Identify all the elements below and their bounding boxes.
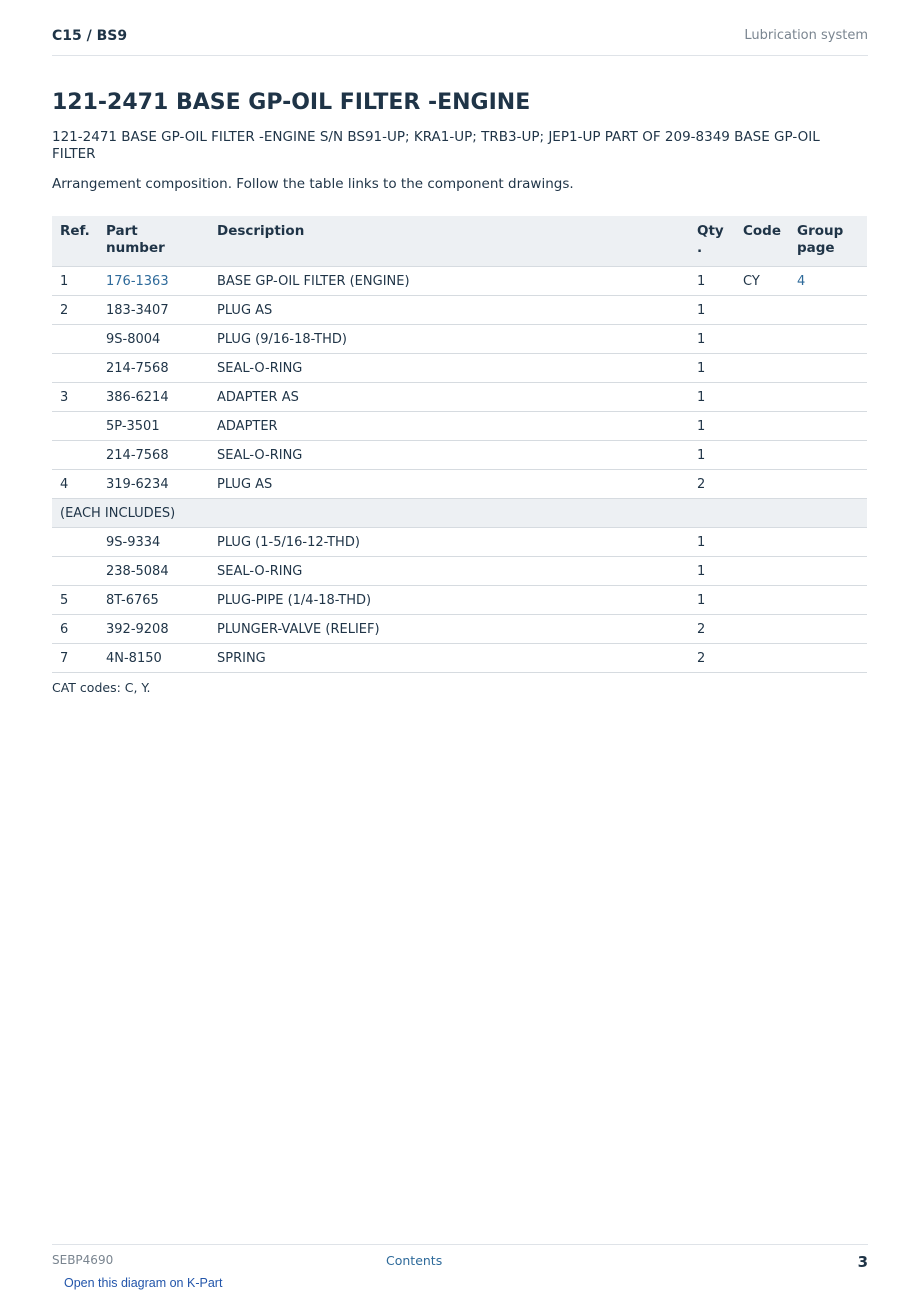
cell-ref: 2	[52, 296, 98, 325]
cell-code	[735, 644, 789, 673]
table-row	[52, 354, 867, 383]
col-code: Code	[735, 216, 789, 267]
group-label: (EACH INCLUDES)	[52, 499, 867, 528]
cell-group-page	[789, 557, 867, 586]
cell-ref: 3	[52, 383, 98, 412]
cell-ref: 7	[52, 644, 98, 673]
cell-group-page	[789, 296, 867, 325]
cell-ref	[52, 354, 98, 383]
table-row	[52, 267, 867, 296]
cell-group-page	[789, 325, 867, 354]
cell-code	[735, 557, 789, 586]
table-row	[52, 441, 867, 470]
page-footer	[52, 1244, 868, 1275]
table-row	[52, 470, 867, 499]
kpart-link[interactable]: Open this diagram on K-Part	[64, 1276, 223, 1290]
cell-part-number: 4N-8150	[98, 644, 209, 673]
cell-description: PLUG AS	[209, 296, 689, 325]
cell-qty: 2	[689, 470, 735, 499]
cell-part-number: 386-6214	[98, 383, 209, 412]
cell-qty: 2	[689, 615, 735, 644]
cell-ref	[52, 441, 98, 470]
cell-qty: 1	[689, 296, 735, 325]
cell-description: PLUG (9/16-18-THD)	[209, 325, 689, 354]
table-row	[52, 325, 867, 354]
cell-ref	[52, 325, 98, 354]
cell-qty: 1	[689, 325, 735, 354]
cell-code	[735, 586, 789, 615]
cell-qty: 1	[689, 586, 735, 615]
cell-part-number: 9S-9334	[98, 528, 209, 557]
cell-group-page	[789, 354, 867, 383]
cell-group-page	[789, 528, 867, 557]
cell-part-number: 238-5084	[98, 557, 209, 586]
table-row	[52, 586, 867, 615]
table-row	[52, 615, 867, 644]
cell-part-number: 8T-6765	[98, 586, 209, 615]
page-header	[52, 28, 868, 56]
cell-code	[735, 296, 789, 325]
cell-description: PLUG (1-5/16-12-THD)	[209, 528, 689, 557]
cell-group-page	[789, 615, 867, 644]
table-header-row	[52, 216, 867, 267]
cell-code	[735, 615, 789, 644]
cell-qty: 1	[689, 267, 735, 296]
cell-group-page	[789, 644, 867, 673]
cell-group-page	[789, 470, 867, 499]
cell-ref: 6	[52, 615, 98, 644]
cell-description: SEAL-O-RING	[209, 557, 689, 586]
cell-code: CY	[735, 267, 789, 296]
col-description: Description	[209, 216, 689, 267]
cell-part-number: 9S-8004	[98, 325, 209, 354]
cell-description: ADAPTER AS	[209, 383, 689, 412]
cell-qty: 2	[689, 644, 735, 673]
cell-description: SPRING	[209, 644, 689, 673]
document-id: SEBP4690	[52, 1253, 114, 1267]
cell-qty: 1	[689, 441, 735, 470]
cell-qty: 1	[689, 528, 735, 557]
cell-part-number: 214-7568	[98, 354, 209, 383]
cell-group-page	[789, 586, 867, 615]
cell-code	[735, 441, 789, 470]
cell-description: PLUG-PIPE (1/4-18-THD)	[209, 586, 689, 615]
cell-ref	[52, 528, 98, 557]
cell-ref	[52, 557, 98, 586]
cell-description: SEAL-O-RING	[209, 354, 689, 383]
cell-group-page	[789, 441, 867, 470]
table-row	[52, 644, 867, 673]
cat-codes-note: CAT codes: C, Y.	[52, 680, 151, 695]
table-row	[52, 412, 867, 441]
contents-link[interactable]: Contents	[386, 1253, 443, 1268]
table-group-row	[52, 499, 867, 528]
intro-text: Arrangement composition. Follow the table links to the component drawings.	[52, 176, 574, 192]
table-row	[52, 296, 867, 325]
col-qty: Qty .	[689, 216, 735, 267]
cell-description: PLUNGER-VALVE (RELIEF)	[209, 615, 689, 644]
page-title: 121-2471 BASE GP-OIL FILTER -ENGINE	[52, 90, 531, 115]
col-part-number: Part number	[98, 216, 209, 267]
table-row	[52, 383, 867, 412]
cell-qty: 1	[689, 412, 735, 441]
page-number: 3	[857, 1253, 868, 1271]
part-number-link[interactable]: 176-1363	[98, 267, 209, 296]
cell-ref: 4	[52, 470, 98, 499]
cell-part-number: 183-3407	[98, 296, 209, 325]
cell-description: BASE GP-OIL FILTER (ENGINE)	[209, 267, 689, 296]
breadcrumb: C15 / BS9	[52, 28, 128, 44]
cell-description: PLUG AS	[209, 470, 689, 499]
cell-qty: 1	[689, 557, 735, 586]
cell-description: SEAL-O-RING	[209, 441, 689, 470]
cell-part-number: 319-6234	[98, 470, 209, 499]
cell-code	[735, 354, 789, 383]
section-name: Lubrication system	[744, 28, 868, 43]
cell-code	[735, 325, 789, 354]
cell-part-number: 392-9208	[98, 615, 209, 644]
cell-ref: 5	[52, 586, 98, 615]
group-page-link[interactable]: 4	[789, 267, 867, 296]
cell-description: ADAPTER	[209, 412, 689, 441]
col-ref: Ref.	[52, 216, 98, 267]
cell-part-number: 5P-3501	[98, 412, 209, 441]
cell-part-number: 214-7568	[98, 441, 209, 470]
cell-code	[735, 528, 789, 557]
cell-ref	[52, 412, 98, 441]
table-row	[52, 557, 867, 586]
cell-code	[735, 470, 789, 499]
parts-table	[52, 216, 867, 673]
cell-code	[735, 383, 789, 412]
cell-qty: 1	[689, 354, 735, 383]
col-group-page: Group page	[789, 216, 867, 267]
page-subtitle: 121-2471 BASE GP-OIL FILTER -ENGINE S/N BS91-UP; KRA1-UP; TRB3-UP; JEP1-UP PART OF 209-8349 BASE GP-OIL FILTER	[52, 129, 820, 162]
cell-code	[735, 412, 789, 441]
cell-qty: 1	[689, 383, 735, 412]
cell-group-page	[789, 412, 867, 441]
cell-group-page	[789, 383, 867, 412]
cell-ref: 1	[52, 267, 98, 296]
table-row	[52, 528, 867, 557]
